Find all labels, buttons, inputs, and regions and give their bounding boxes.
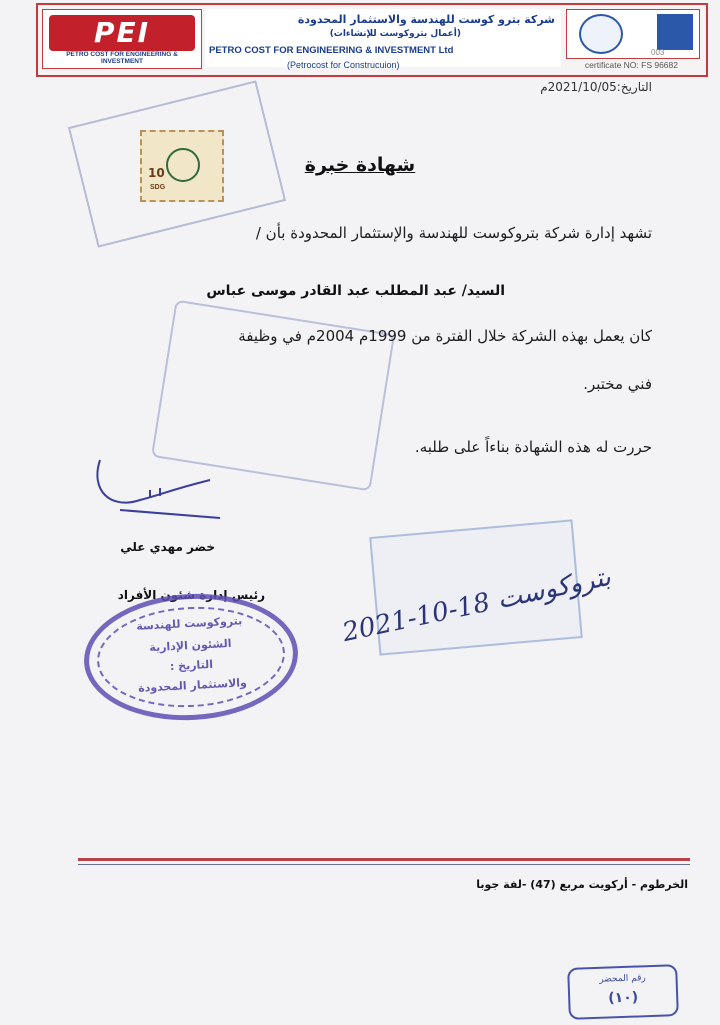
- ukas-logo-icon: [657, 14, 693, 50]
- footer-rule-thin: [78, 864, 690, 865]
- company-subtitle-english: (Petrocost for Construcuion): [287, 60, 400, 70]
- cert-mark-number: 003: [651, 48, 665, 57]
- letterhead: [36, 3, 708, 77]
- bsi-logo-icon: [579, 14, 623, 54]
- logo-caption: PETRO COST FOR ENGINEERING & INVESTMENT: [66, 51, 178, 65]
- body-line-3: فني مختبر.: [583, 375, 652, 393]
- revenue-stamp-value: 10: [148, 166, 165, 180]
- footer-address: الخرطوم - أركويت مربع (47) -لفة جوبا: [476, 878, 688, 891]
- page-box-number: (١٠): [607, 989, 639, 1007]
- company-subtitle-arabic: (أعمال بتروكوست للإنشاءات): [329, 29, 461, 39]
- signatory-title: رئيس إدارة شئون الأفراد: [117, 588, 265, 602]
- seal-line-3: التاريخ :: [169, 657, 214, 674]
- certification-logos: [566, 9, 700, 59]
- company-name-arabic: شركة بترو كوست للهندسة والاستثمار المحدودة: [297, 13, 555, 26]
- company-logo: [42, 9, 202, 69]
- logo-mark: PEI: [49, 15, 195, 51]
- page-number-box: [567, 964, 679, 1020]
- body-line-1: تشهد إدارة شركة بتروكوست للهندسة والإستثمار المحدودة بأن /: [255, 224, 652, 242]
- handwritten-note: بتروكوست 18-10-2021: [339, 561, 614, 649]
- person-name: السيد/ عبد المطلب عبد القادر موسى عباس: [206, 283, 505, 299]
- company-name-block: [205, 9, 561, 70]
- document-date: التاريخ:2021/10/05م: [540, 80, 652, 94]
- body-line-2: كان يعمل بهذه الشركة خلال الفترة من 1999م 2004م في وظيفة: [238, 327, 652, 345]
- signatory-name: خضر مهدي علي: [120, 540, 215, 554]
- seal-line-1: بتروكوست للهندسة: [135, 614, 243, 633]
- footer-rule: [78, 858, 690, 861]
- certificate-number: certificate NO: FS 96682: [584, 60, 678, 70]
- signature-icon: [90, 450, 230, 530]
- company-seal: [81, 588, 301, 725]
- page-box-label: رقم المحضر: [599, 973, 646, 985]
- company-name-english: PETRO COST FOR ENGINEERING & INVESTMENT Ltd: [209, 45, 454, 56]
- revenue-stamp-currency: SDG: [150, 184, 166, 191]
- seal-line-2: الشئون الإدارية: [149, 636, 232, 655]
- body-line-4: حررت له هذه الشهادة بناءاً على طلبه.: [414, 438, 652, 456]
- seal-line-4: والاستثمار المحدودة: [137, 676, 248, 695]
- document-title: شهادة خبرة: [304, 154, 416, 176]
